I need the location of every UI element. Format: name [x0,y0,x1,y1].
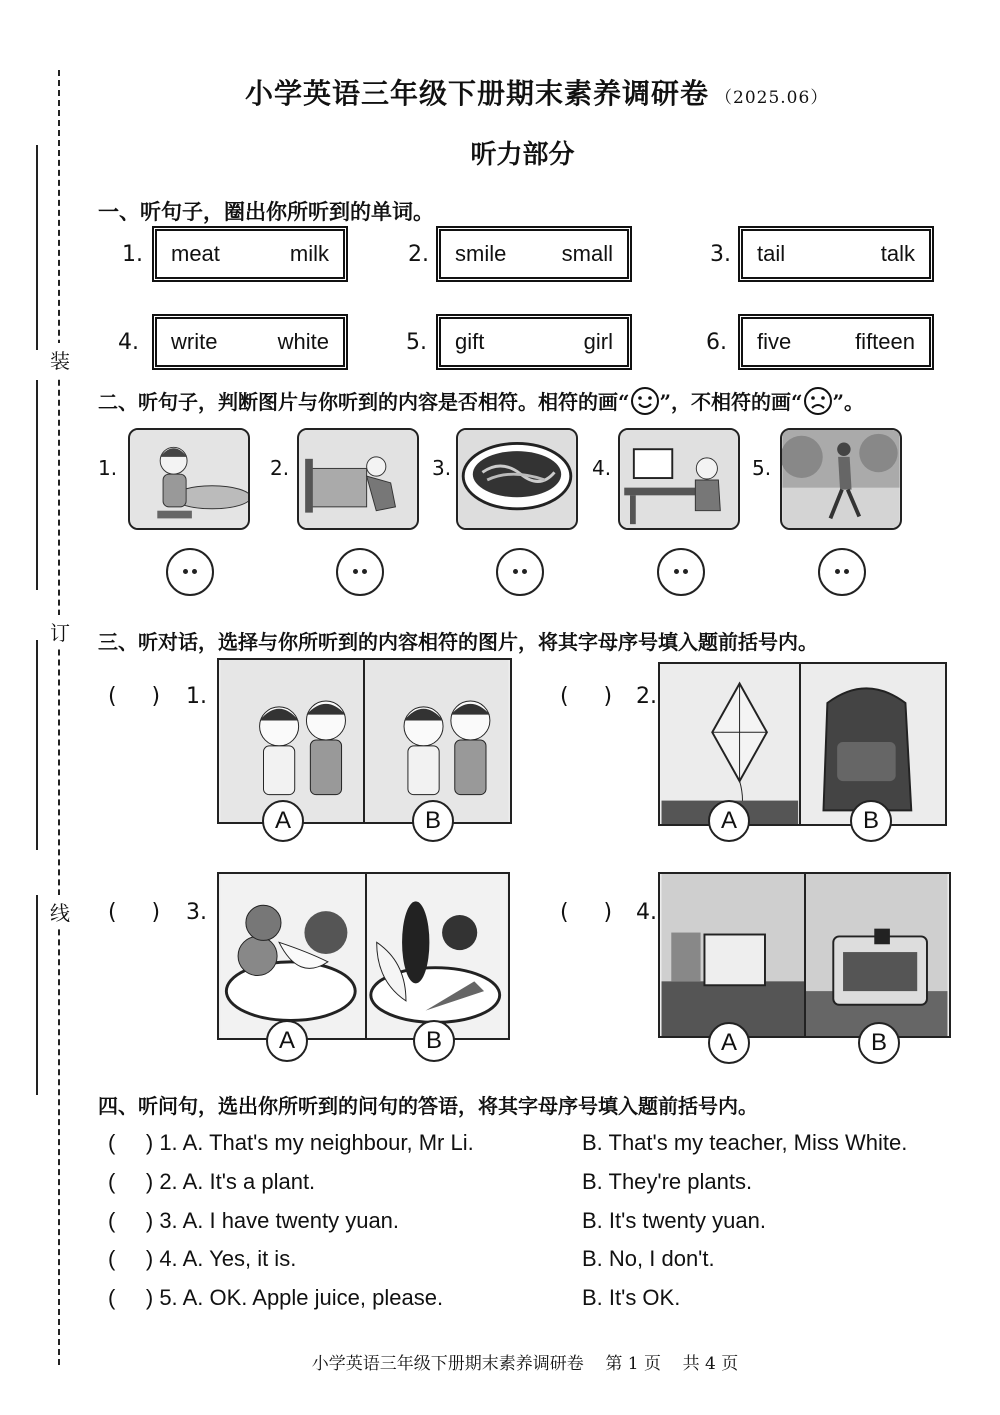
answer-paren[interactable]: ( ) [560,900,613,925]
margin-solid-line [36,145,38,350]
word-option[interactable]: white [277,329,329,354]
binding-char-xian: 线 [50,895,70,928]
option-b-label[interactable]: B [413,1020,455,1062]
s3-num: 1. [186,684,207,709]
answer-paren[interactable]: ( ) [108,900,161,925]
binding-char-ding: 订 [50,615,70,648]
s2-num: 3. [432,456,452,480]
option-a-label[interactable]: A [708,1022,750,1064]
picture-divider [363,660,365,822]
s2-num: 5. [752,456,772,480]
section2-heading [98,386,864,421]
q3-2-pictures [658,662,947,826]
title-date: （2025.06） [715,88,829,108]
word-box[interactable] [436,226,632,282]
margin-solid-line [36,895,38,1095]
word-box[interactable] [738,314,934,370]
word-option[interactable]: milk [289,241,329,266]
picture-boy-at-computer [618,428,740,530]
picture-girl-eating [128,428,250,530]
section1-heading: 一、听句子，圈出你所听到的单词。 [98,199,434,224]
s1-num: 6. [706,330,727,355]
title-text: 小学英语三年级下册期末素养调研卷 [245,77,710,110]
blank-face-answer[interactable] [166,548,214,596]
picture-bowl-of-noodles [456,428,578,530]
q3-1-pictures [217,658,512,824]
option-b-label[interactable]: B [858,1022,900,1064]
s2-num: 2. [270,456,290,480]
q4-option-b[interactable]: B. That's my teacher, Miss White. [582,1130,908,1155]
word-option[interactable]: tail [757,241,786,266]
word-option[interactable]: fifteen [855,329,915,354]
word-option[interactable]: gift [455,329,485,354]
blank-face-answer[interactable] [496,548,544,596]
section4-heading: 四、听问句，选出你所听到的问句的答语，将其字母序号填入题前括号内。 [98,1094,758,1118]
word-box[interactable] [152,226,348,282]
section3-heading: 三、听对话，选择与你所听到的内容相符的图片，将其字母序号填入题前括号内。 [98,630,818,654]
q3-4-pictures [658,872,951,1038]
q3-3-pictures [217,872,510,1040]
margin-solid-line [36,380,38,590]
s1-num: 1. [122,242,143,267]
answer-paren[interactable]: ( ) [560,684,613,709]
q4-option-b[interactable]: B. It's OK. [582,1285,681,1310]
picture-man-walking [780,428,902,530]
sad-face-icon [803,386,833,421]
s2-heading-part: ”。 [832,390,865,414]
option-b-label[interactable]: B [850,800,892,842]
page-subtitle: 听力部分 [470,140,575,170]
answer-paren[interactable]: ( ) [108,684,161,709]
option-b-label[interactable]: B [412,800,454,842]
word-box[interactable] [436,314,632,370]
q4-option-b[interactable]: B. They're plants. [582,1169,753,1194]
s3-num: 2. [636,684,657,709]
word-option[interactable]: talk [880,241,915,266]
picture-divider [804,874,806,1036]
word-box[interactable] [738,226,934,282]
s2-num: 1. [98,456,118,480]
s1-num: 2. [408,242,429,267]
binding-dashed-line [58,70,60,1365]
s1-num: 4. [118,330,139,355]
word-option[interactable]: five [757,329,792,354]
picture-boy-making-bed [297,428,419,530]
s3-num: 4. [636,900,657,925]
blank-face-answer[interactable] [818,548,866,596]
s1-num: 3. [710,242,731,267]
q4-option-b[interactable]: B. It's twenty yuan. [582,1208,766,1233]
q4-item[interactable]: ( ) 5. A. OK. Apple juice, please. [108,1285,444,1310]
page-footer: 小学英语三年级下册期末素养调研卷 第 1 页 共 4 页 [311,1354,739,1374]
s3-num: 3. [186,900,207,925]
binding-char-zhuang: 装 [50,343,70,376]
margin-solid-line [36,640,38,850]
word-option[interactable]: write [171,329,218,354]
q4-item[interactable]: ( ) 2. A. It's a plant. [108,1169,316,1194]
q4-item[interactable]: ( ) 4. A. Yes, it is. [108,1246,297,1271]
s1-num: 5. [406,330,427,355]
option-a-label[interactable]: A [266,1020,308,1062]
word-option[interactable]: meat [171,241,220,266]
s2-heading-part: ”，不相符的画“ [659,390,803,414]
s2-num: 4. [592,456,612,480]
word-option[interactable]: girl [583,329,613,354]
q4-item[interactable]: ( ) 3. A. I have twenty yuan. [108,1208,400,1233]
picture-divider [799,664,801,824]
q4-item[interactable]: ( ) 1. A. That's my neighbour, Mr Li. [108,1130,474,1155]
option-a-label[interactable]: A [262,800,304,842]
s2-heading-part: 二、听句子，判断图片与你听到的内容是否相符。相符的画“ [98,390,630,414]
word-option[interactable]: smile [455,241,507,266]
blank-face-answer[interactable] [336,548,384,596]
word-option[interactable]: small [561,241,613,266]
page-title [245,72,828,112]
word-box[interactable] [152,314,348,370]
option-a-label[interactable]: A [708,800,750,842]
picture-divider [365,874,367,1038]
smiley-face-icon [630,386,660,421]
blank-face-answer[interactable] [657,548,705,596]
q4-option-b[interactable]: B. No, I don't. [582,1246,715,1271]
